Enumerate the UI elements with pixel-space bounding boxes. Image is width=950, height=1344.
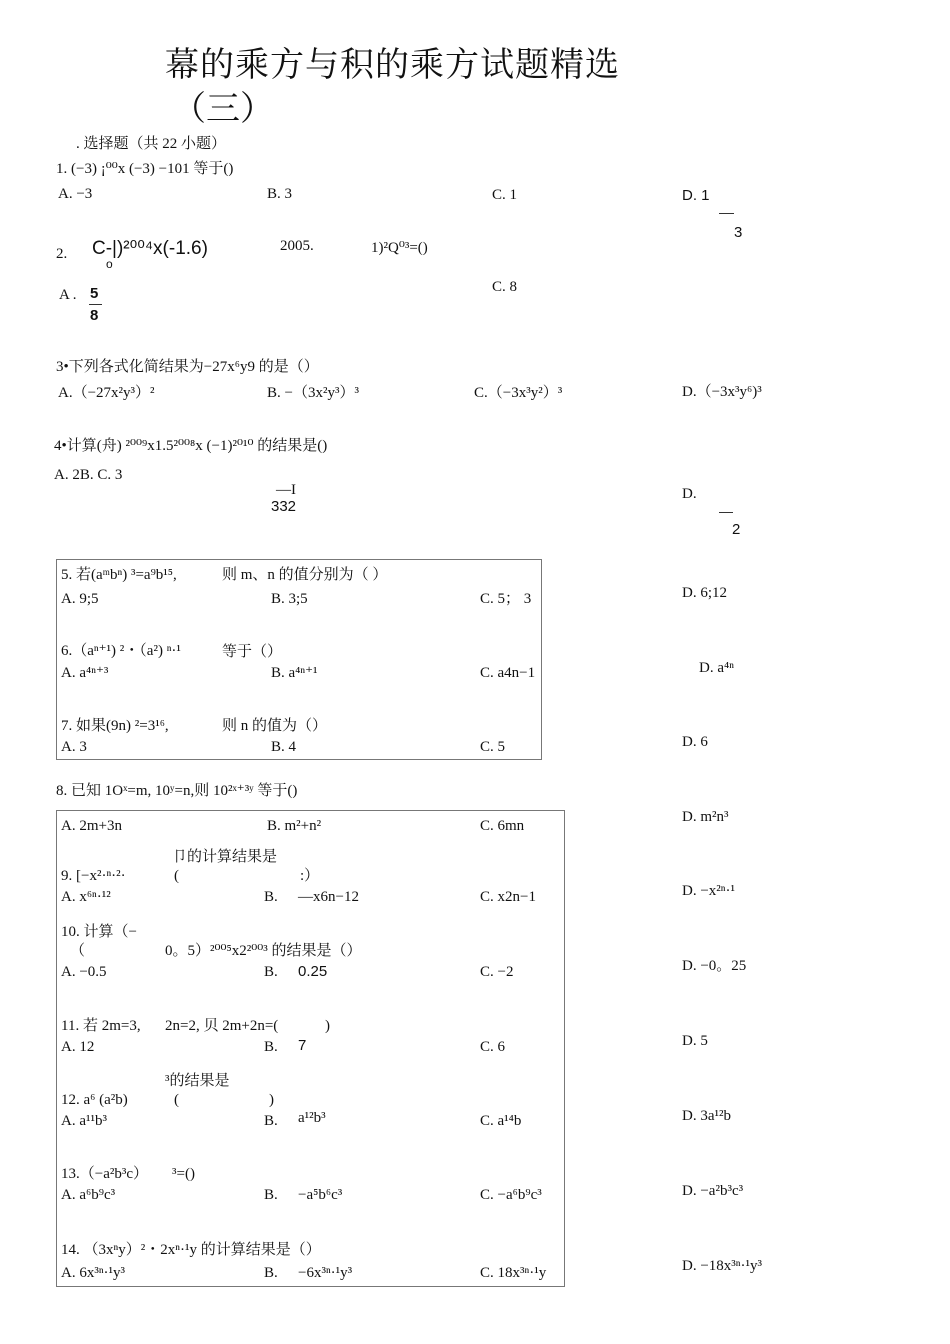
section-heading: . 选择题（共 22 小题） (76, 136, 227, 152)
question-stem: 5. 若(aᵐbⁿ) ³=a⁹b¹⁵, (61, 567, 177, 583)
option-a: A.（−27x²y³）² (58, 385, 155, 401)
option-c: C. 6 (480, 1039, 506, 1055)
question-number: 2. (56, 246, 68, 262)
option-c: C. 8 (492, 279, 518, 295)
question-stem-tail: ³=() (172, 1166, 195, 1182)
question-stem: 1. (−3) ¡⁰⁰x (−3) −101 等于() (56, 161, 234, 177)
question-stem: 8. 已知 1Oˣ=m, 10ʸ=n,则 10²ˣ⁺³ʸ 等于() (56, 783, 298, 799)
question-stem-tail: 等于（） (222, 644, 283, 660)
option-c: C. −2 (480, 964, 514, 980)
option-a-label: A . (59, 287, 77, 303)
option-b: B. −（3x²y³）³ (267, 385, 359, 401)
question-mark: o (106, 257, 113, 271)
option-a: A. −3 (58, 186, 93, 202)
page-subtitle: （三） (172, 91, 274, 128)
option-d: D. 6;12 (682, 585, 727, 601)
question-stem-top: ³的结果是 (165, 1073, 230, 1089)
option-a: A. a⁶b⁹c³ (61, 1187, 116, 1203)
fraction-bar (719, 213, 734, 214)
option-d: D. −x²ⁿ·¹ (682, 883, 736, 899)
option-d: D. m²n³ (682, 809, 729, 825)
option-d-denominator: 2 (732, 521, 741, 538)
option-c: C. 5； 3 (480, 591, 532, 607)
option-d: D. 3a¹²b (682, 1108, 731, 1124)
option-b: —x6n−12 (298, 889, 359, 905)
option-d: D. (682, 486, 697, 502)
option-d: D. 1 (682, 187, 710, 204)
question-stem-tail: 则 m、n 的值分别为（ ） (222, 567, 388, 583)
option-b: B. 3 (267, 186, 293, 202)
option-c: C. a¹⁴b (480, 1113, 522, 1129)
paren-open: ( (174, 1092, 179, 1108)
option-c: C. 5 (480, 739, 506, 755)
question-stem: 11. 若 2m=3, (61, 1018, 141, 1034)
option-b-label: B. (264, 889, 278, 905)
question-expression: C-|)²⁰⁰⁴x(-1.6) (92, 238, 208, 259)
option-a: A. x⁶ⁿ·¹² (61, 889, 111, 905)
option-d: D. a⁴ⁿ (699, 660, 734, 676)
option-d: D. −0。25 (682, 958, 747, 974)
option-c: C. a4n−1 (480, 665, 536, 681)
option-d: D. 6 (682, 734, 708, 750)
option-a: A. a¹¹b³ (61, 1113, 107, 1129)
option-a-numerator: 5 (90, 285, 99, 302)
option-c: C.（−3x³y²）³ (474, 385, 563, 401)
options-abc: A. 2B. C. 3 (54, 467, 123, 483)
option-b: −a⁵b⁶c³ (298, 1187, 343, 1203)
question-stem: 9. [−x²·ⁿ·²· (61, 868, 126, 884)
paren-open: （ (70, 943, 86, 959)
page-title: 幕的乘方与积的乘方试题精选 (165, 47, 620, 84)
question-stem: 13.（−a²b³c） (61, 1166, 149, 1182)
option-c: C. 6mn (480, 818, 525, 834)
option-b: B. m²+n² (267, 818, 322, 834)
option-a: A. 9;5 (61, 591, 99, 607)
option-a: A. 3 (61, 739, 87, 755)
question-stem: 6.（aⁿ⁺¹) ²・（a²) ⁿ·¹ (61, 643, 181, 659)
option-b: B. 3;5 (271, 591, 308, 607)
fraction-bar (719, 512, 733, 513)
option-a-denominator: 8 (90, 307, 99, 324)
question-stem-line2: 0。5）²⁰⁰⁵x2²⁰⁰³ 的结果是（） (165, 943, 362, 959)
option-d: D. −a²b³c³ (682, 1183, 744, 1199)
option-d: D. −18x³ⁿ·¹y³ (682, 1258, 763, 1274)
question-stem-middle: 2n=2, 贝 2m+2n=( (165, 1018, 279, 1034)
question-stem: 12. a⁶ (a²b) (61, 1092, 128, 1108)
question-tail: 1)²Q⁰³=() (371, 240, 428, 256)
option-b: 7 (298, 1037, 307, 1054)
paren-open: ( (174, 868, 179, 884)
paren-close: :） (300, 868, 320, 884)
question-stem: 7. 如果(9n) ²=3¹⁶, (61, 718, 169, 734)
option-a: A. 2m+3n (61, 818, 122, 834)
option-b-label: B. (264, 1113, 278, 1129)
option-d: D.（−3x³y⁶)³ (682, 384, 762, 400)
option-d-denominator: 3 (734, 224, 743, 241)
option-a: A. 12 (61, 1039, 95, 1055)
question-stem: 4•计算(舟) ²⁰⁰⁹x1.5²⁰⁰⁸x (−1)²⁰¹⁰ 的结果是() (54, 438, 328, 454)
option-a: A. 6x³ⁿ·¹y³ (61, 1265, 126, 1281)
option-b-denominator: 332 (271, 498, 297, 515)
option-b-numerator: —I (276, 482, 296, 498)
question-stem: 3•下列各式化简结果为−27x⁶y9 的是（） (56, 359, 319, 375)
option-b: 0.25 (298, 963, 328, 980)
question-stem-tail: 则 n 的值为（） (222, 718, 328, 734)
option-b: B. a⁴ⁿ⁺¹ (271, 665, 318, 681)
option-b-label: B. (264, 1265, 278, 1281)
option-b: a¹²b³ (298, 1110, 326, 1126)
question-stem: 14. （3xⁿy）²・2xⁿ·¹y 的计算结果是（） (61, 1242, 321, 1258)
option-b-label: B. (264, 1039, 278, 1055)
paren-close: ) (269, 1092, 274, 1108)
option-c: C. 18x³ⁿ·¹y (480, 1265, 547, 1281)
option-a: A. a⁴ⁿ⁺³ (61, 665, 109, 681)
option-c: C. −a⁶b⁹c³ (480, 1187, 542, 1203)
option-b: −6x³ⁿ·¹y³ (298, 1265, 353, 1281)
question-stem-top: 卩的计算结果是 (172, 849, 278, 865)
option-d: D. 5 (682, 1033, 708, 1049)
option-c: C. 1 (492, 187, 518, 203)
option-a: A. −0.5 (61, 964, 107, 980)
option-c: C. x2n−1 (480, 889, 536, 905)
paren-close: ) (325, 1018, 330, 1034)
question-stem: 10. 计算（− (61, 924, 137, 940)
option-b: B. 4 (271, 739, 297, 755)
option-b-label: B. (264, 1187, 278, 1203)
option-b-label: B. (264, 964, 278, 980)
question-exponent: 2005. (280, 238, 314, 254)
fraction-bar (89, 304, 102, 305)
